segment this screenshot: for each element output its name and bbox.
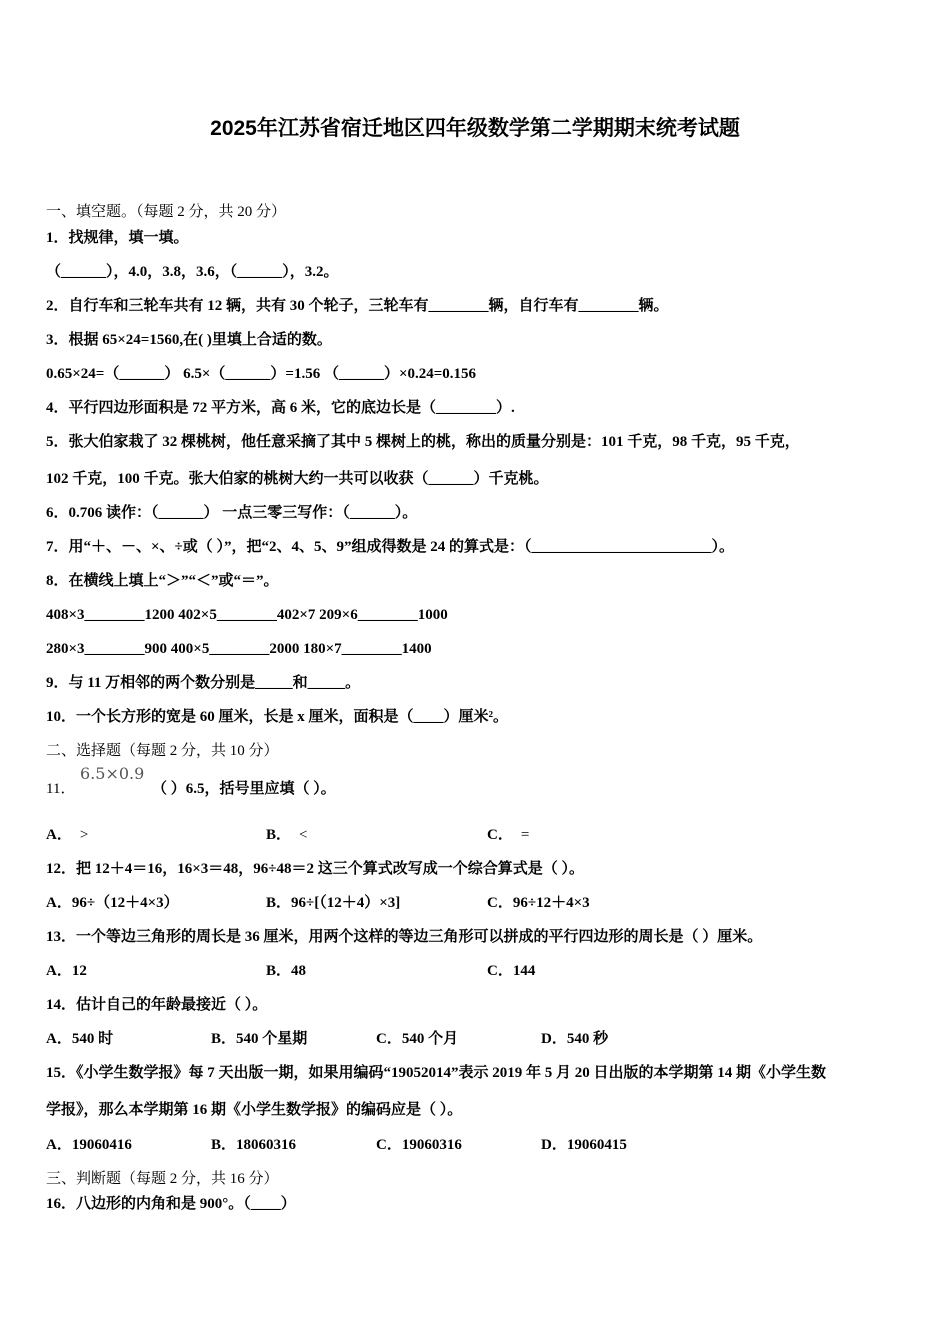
q12-option-a[interactable]: A．96÷（12＋4×3） <box>46 895 179 911</box>
q15-option-b[interactable]: B．18060316 <box>211 1137 297 1153</box>
q11-option-c[interactable]: C． = <box>487 827 530 843</box>
q14-option-b[interactable]: B．540 个星期 <box>211 1031 308 1047</box>
q13-option-a[interactable]: A．12 <box>46 963 87 979</box>
question-5-line-1: 5．张大伯家栽了 32 棵桃树，他任意采摘了其中 5 棵树上的桃，称出的质量分别是：101 千克，98 千克，95 千克， <box>46 434 800 450</box>
q13-option-b[interactable]: B．48 <box>266 963 307 979</box>
question-8: 8．在横线上填上“＞”“＜”或“＝”。 <box>46 573 279 589</box>
question-8-row-2: 280×3________900 400×5________2000 180×7________1400 <box>46 641 432 657</box>
q13-option-c[interactable]: C．144 <box>487 963 536 979</box>
question-11-number: 11． <box>46 781 76 797</box>
question-3-blanks: 0.65×24=（______） 6.5×（______）=1.56 （______）×0.24=0.156 <box>46 366 477 382</box>
q14-option-d[interactable]: D．540 秒 <box>541 1031 609 1047</box>
q14-option-a[interactable]: A．540 时 <box>46 1031 114 1047</box>
q12-option-b[interactable]: B．96÷[（12＋4）×3] <box>266 895 401 911</box>
question-11-expression: 6.5×0.9 <box>80 764 145 783</box>
q11-option-b[interactable]: B． < <box>266 827 308 843</box>
question-6: 6．0.706 读作：（______） 一点三零三写作：（______）。 <box>46 505 418 521</box>
section-heading-choice: 二、选择题（每题 2 分，共 10 分） <box>46 743 279 759</box>
question-3: 3．根据 65×24=1560,在( )里填上合适的数。 <box>46 332 332 348</box>
question-15-line-1: 15．《小学生数学报》每 7 天出版一期，如果用编码“19052014”表示 2019 年 5 月 20 日出版的本学期第 14 期《小学生数 <box>46 1065 827 1081</box>
question-9: 9．与 11 万相邻的两个数分别是_____和_____。 <box>46 675 361 691</box>
q15-option-d[interactable]: D．19060415 <box>541 1137 627 1153</box>
question-7: 7．用“＋、－、×、÷或（ ）”，把“2、4、5、9”组成得数是 24 的算式是：（________________________）。 <box>46 539 735 555</box>
question-10: 10．一个长方形的宽是 60 厘米，长是 x 厘米，面积是（____）厘米²。 <box>46 709 508 725</box>
q15-option-c[interactable]: C．19060316 <box>376 1137 462 1153</box>
question-1-sequence: （______），4.0，3.8，3.6，（______），3.2。 <box>46 264 339 280</box>
question-5-line-2: 102 千克，100 千克。张大伯家的桃树大约一共可以收获（______）千克桃。 <box>46 471 549 487</box>
page-title: 2025年江苏省宿迁地区四年级数学第二学期期末统考试题 <box>210 117 740 140</box>
q15-option-a[interactable]: A．19060416 <box>46 1137 132 1153</box>
section-heading-judgement: 三、判断题（每题 2 分，共 16 分） <box>46 1171 279 1187</box>
section-heading-fill-in: 一、填空题。（每题 2 分，共 20 分） <box>46 204 287 220</box>
q12-option-c[interactable]: C．96÷12＋4×3 <box>487 895 590 911</box>
question-4: 4．平行四边形面积是 72 平方米，高 6 米，它的底边长是（________）. <box>46 400 515 416</box>
question-1: 1．找规律，填一填。 <box>46 230 189 246</box>
question-11: （ ）6.5，括号里应填（ ）。 <box>152 781 336 797</box>
question-8-row-1: 408×3________1200 402×5________402×7 209×6________1000 <box>46 607 448 623</box>
question-15-line-2: 学报》，那么本学期第 16 期《小学生数学报》的编码应是（ ）。 <box>46 1102 463 1118</box>
question-13: 13．一个等边三角形的周长是 36 厘米，用两个这样的等边三角形可以拼成的平行四边形的周长是（ ）厘米。 <box>46 929 763 945</box>
question-14: 14．估计自己的年龄最接近（ ）。 <box>46 997 268 1013</box>
question-16: 16．八边形的内角和是 900°。（____） <box>46 1196 296 1212</box>
question-2: 2．自行车和三轮车共有 12 辆，共有 30 个轮子，三轮车有________辆，自行车有________辆。 <box>46 298 669 314</box>
question-12: 12．把 12＋4＝16，16×3＝48，96÷48＝2 这三个算式改写成一个综合算式是（ ）。 <box>46 861 585 877</box>
q14-option-c[interactable]: C．540 个月 <box>376 1031 459 1047</box>
q11-option-a[interactable]: A． > <box>46 827 89 843</box>
